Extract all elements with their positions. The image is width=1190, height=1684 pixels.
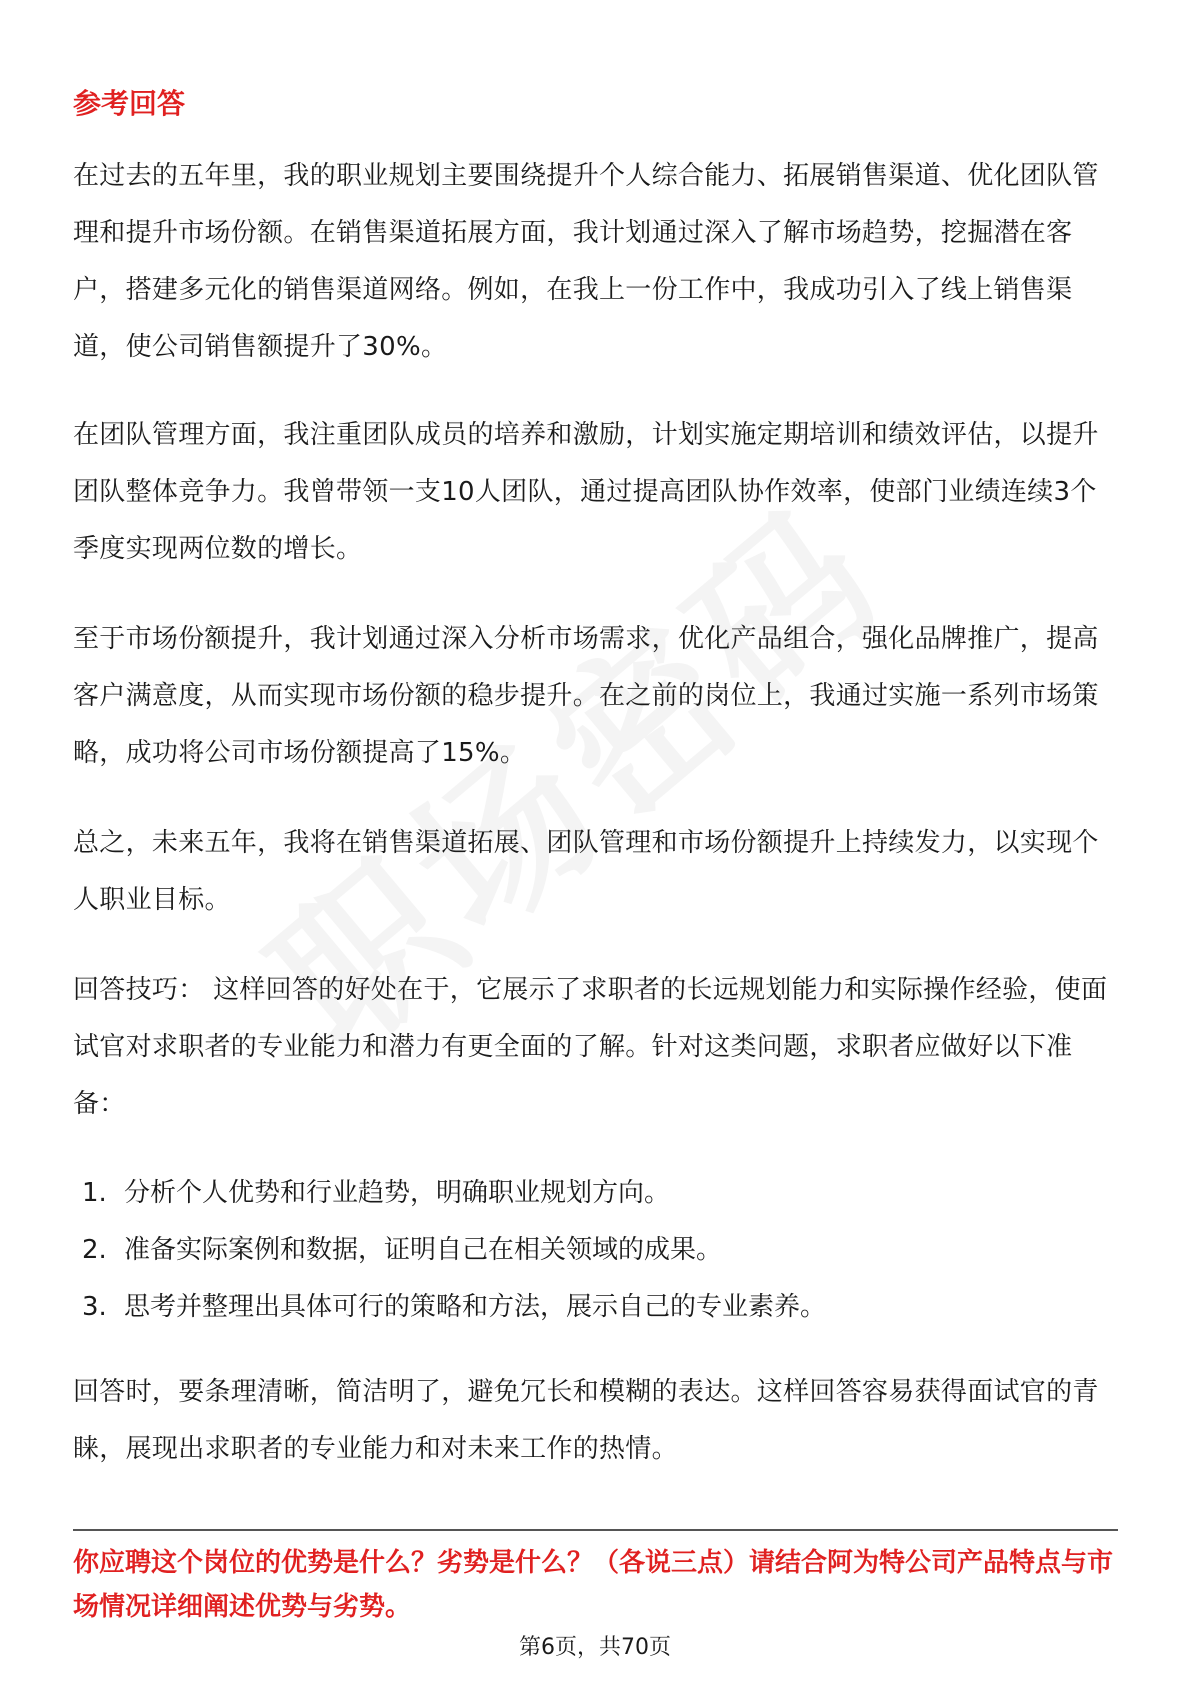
- answer-paragraph-2: 在团队管理方面，我注重团队成员的培养和激励，计划实施定期培训和绩效评估，以提升团队整体竞争力。我曾带领一支10人团队，通过提高团队协作效率，使部门业绩连续3个季度实现两位数的增长。: [73, 420, 1099, 564]
- tips-paragraph: 回答技巧： 这样回答的好处在于，它展示了求职者的长远规划能力和实际操作经验，使面试官对求职者的专业能力和潜力有更全面的了解。针对这类问题，求职者应做好以下准备：: [73, 975, 1108, 1119]
- list-item-number: 1.: [82, 1178, 107, 1208]
- preparation-list: [82, 1165, 1112, 1336]
- answer-paragraph-3: 至于市场份额提升，我计划通过深入分析市场需求，优化产品组合，强化品牌推广，提高客户满意度，从而实现市场份额的稳步提升。在之前的岗位上，我通过实施一系列市场策略，成功将公司市场份额提高了15%。: [73, 624, 1099, 768]
- answer-paragraph-4: 总之，未来五年，我将在销售渠道拓展、团队管理和市场份额提升上持续发力，以实现个人职业目标。: [73, 828, 1099, 915]
- list-item-number: 3.: [82, 1292, 107, 1322]
- list-item: [82, 1222, 1112, 1279]
- list-item-text: 准备实际案例和数据，证明自己在相关领域的成果。: [124, 1235, 723, 1265]
- page-footer: 第6页，共70页: [519, 1635, 671, 1660]
- list-item-text: 思考并整理出具体可行的策略和方法，展示自己的专业素养。: [124, 1292, 827, 1322]
- next-question-title: 你应聘这个岗位的优势是什么？劣势是什么？（各说三点）请结合阿为特公司产品特点与市场情况详细阐述优势与劣势。: [73, 1548, 1114, 1622]
- section-divider: [73, 1529, 1118, 1531]
- list-item-number: 2.: [82, 1235, 107, 1265]
- list-item: [82, 1165, 1112, 1222]
- list-item-text: 分析个人优势和行业趋势，明确职业规划方向。: [124, 1178, 671, 1208]
- section-heading: 参考回答: [73, 87, 186, 120]
- list-item: [82, 1279, 1112, 1336]
- answer-paragraph-1: 在过去的五年里，我的职业规划主要围绕提升个人综合能力、拓展销售渠道、优化团队管理和提升市场份额。在销售渠道拓展方面，我计划通过深入了解市场趋势，挖掘潜在客户，搭建多元化的销售渠道网络。例如，在我上一份工作中，我成功引入了线上销售渠道，使公司销售额提升了30%。: [73, 161, 1099, 362]
- closing-paragraph: 回答时，要条理清晰，简洁明了，避免冗长和模糊的表达。这样回答容易获得面试官的青睐，展现出求职者的专业能力和对未来工作的热情。: [73, 1377, 1099, 1464]
